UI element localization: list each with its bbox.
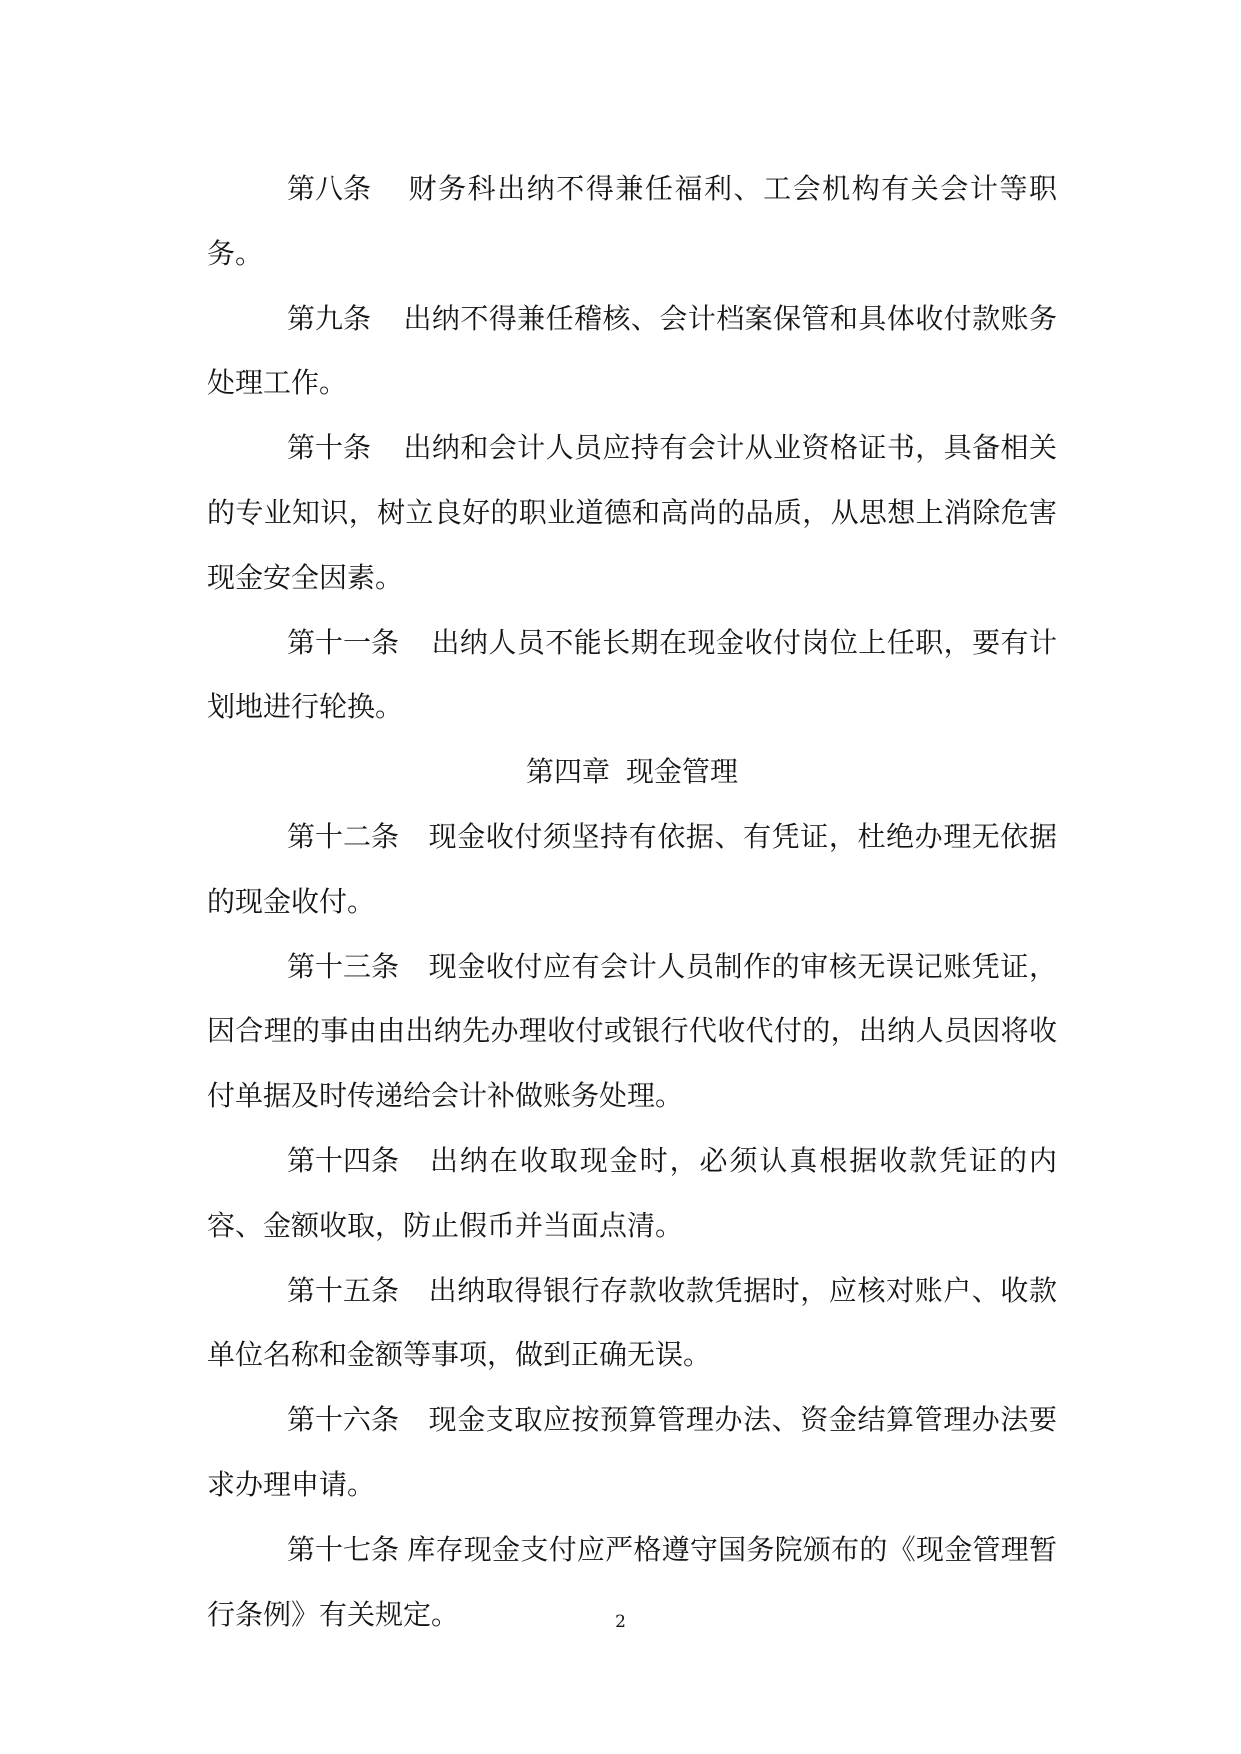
- article-14: [207, 1129, 1057, 1259]
- article-15: [207, 1259, 1057, 1389]
- chapter-title: 现金管理: [626, 755, 739, 789]
- article-number: 第九条: [287, 301, 372, 335]
- article-text: 出纳取得银行存款收款凭据时，应核对账户、收款单位名称和金额等事项，做到正确无误。: [207, 1273, 1057, 1372]
- article-text: 库存现金支付应严格遵守国务院颁布的《现金管理暂行条例》有关规定。: [207, 1532, 1057, 1631]
- article-13: [207, 935, 1057, 1129]
- page-number: 2: [615, 1612, 626, 1632]
- chapter-number: 第四章: [525, 755, 610, 789]
- document-body: [207, 157, 1057, 1647]
- article-number: 第十六条: [287, 1403, 400, 1437]
- article-text: 现金收付应有会计人员制作的审核无误记账凭证，因合理的事由由出纳先办理收付或银行代收代付的，出纳人员因将收付单据及时传递给会计补做账务处理。: [207, 949, 1057, 1113]
- article-number: 第十三条: [287, 949, 400, 983]
- article-number: 第十七条: [287, 1532, 400, 1566]
- article-number: 第十条: [287, 431, 372, 465]
- article-number: 第十二条: [287, 819, 400, 853]
- article-text: 出纳不得兼任稽核、会计档案保管和具体收付款账务处理工作。: [207, 301, 1057, 400]
- article-8: [207, 157, 1057, 287]
- chapter-heading: [207, 740, 1057, 805]
- article-11: [207, 611, 1057, 741]
- article-text: 出纳人员不能长期在现金收付岗位上任职，要有计划地进行轮换。: [207, 625, 1057, 724]
- article-text: 出纳在收取现金时，必须认真根据收款凭证的内容、金额收取，防止假币并当面点清。: [207, 1143, 1057, 1242]
- article-9: [207, 287, 1057, 417]
- article-10: [207, 416, 1057, 610]
- article-number: 第八条: [287, 172, 372, 205]
- article-number: 第十五条: [287, 1273, 400, 1307]
- article-16: [207, 1388, 1057, 1518]
- article-text: 财务科出纳不得兼任福利、工会机构有关会计等职务。: [207, 172, 1057, 270]
- article-12: [207, 805, 1057, 935]
- article-number: 第十一条: [287, 625, 400, 659]
- article-text: 现金支取应按预算管理办法、资金结算管理办法要求办理申请。: [207, 1403, 1057, 1501]
- article-number: 第十四条: [287, 1143, 400, 1177]
- article-text: 出纳和会计人员应持有会计从业资格证书，具备相关的专业知识，树立良好的职业道德和高尚的品质，从思想上消除危害现金安全因素。: [207, 431, 1057, 594]
- article-text: 现金收付须坚持有依据、有凭证，杜绝办理无依据的现金收付。: [207, 819, 1057, 918]
